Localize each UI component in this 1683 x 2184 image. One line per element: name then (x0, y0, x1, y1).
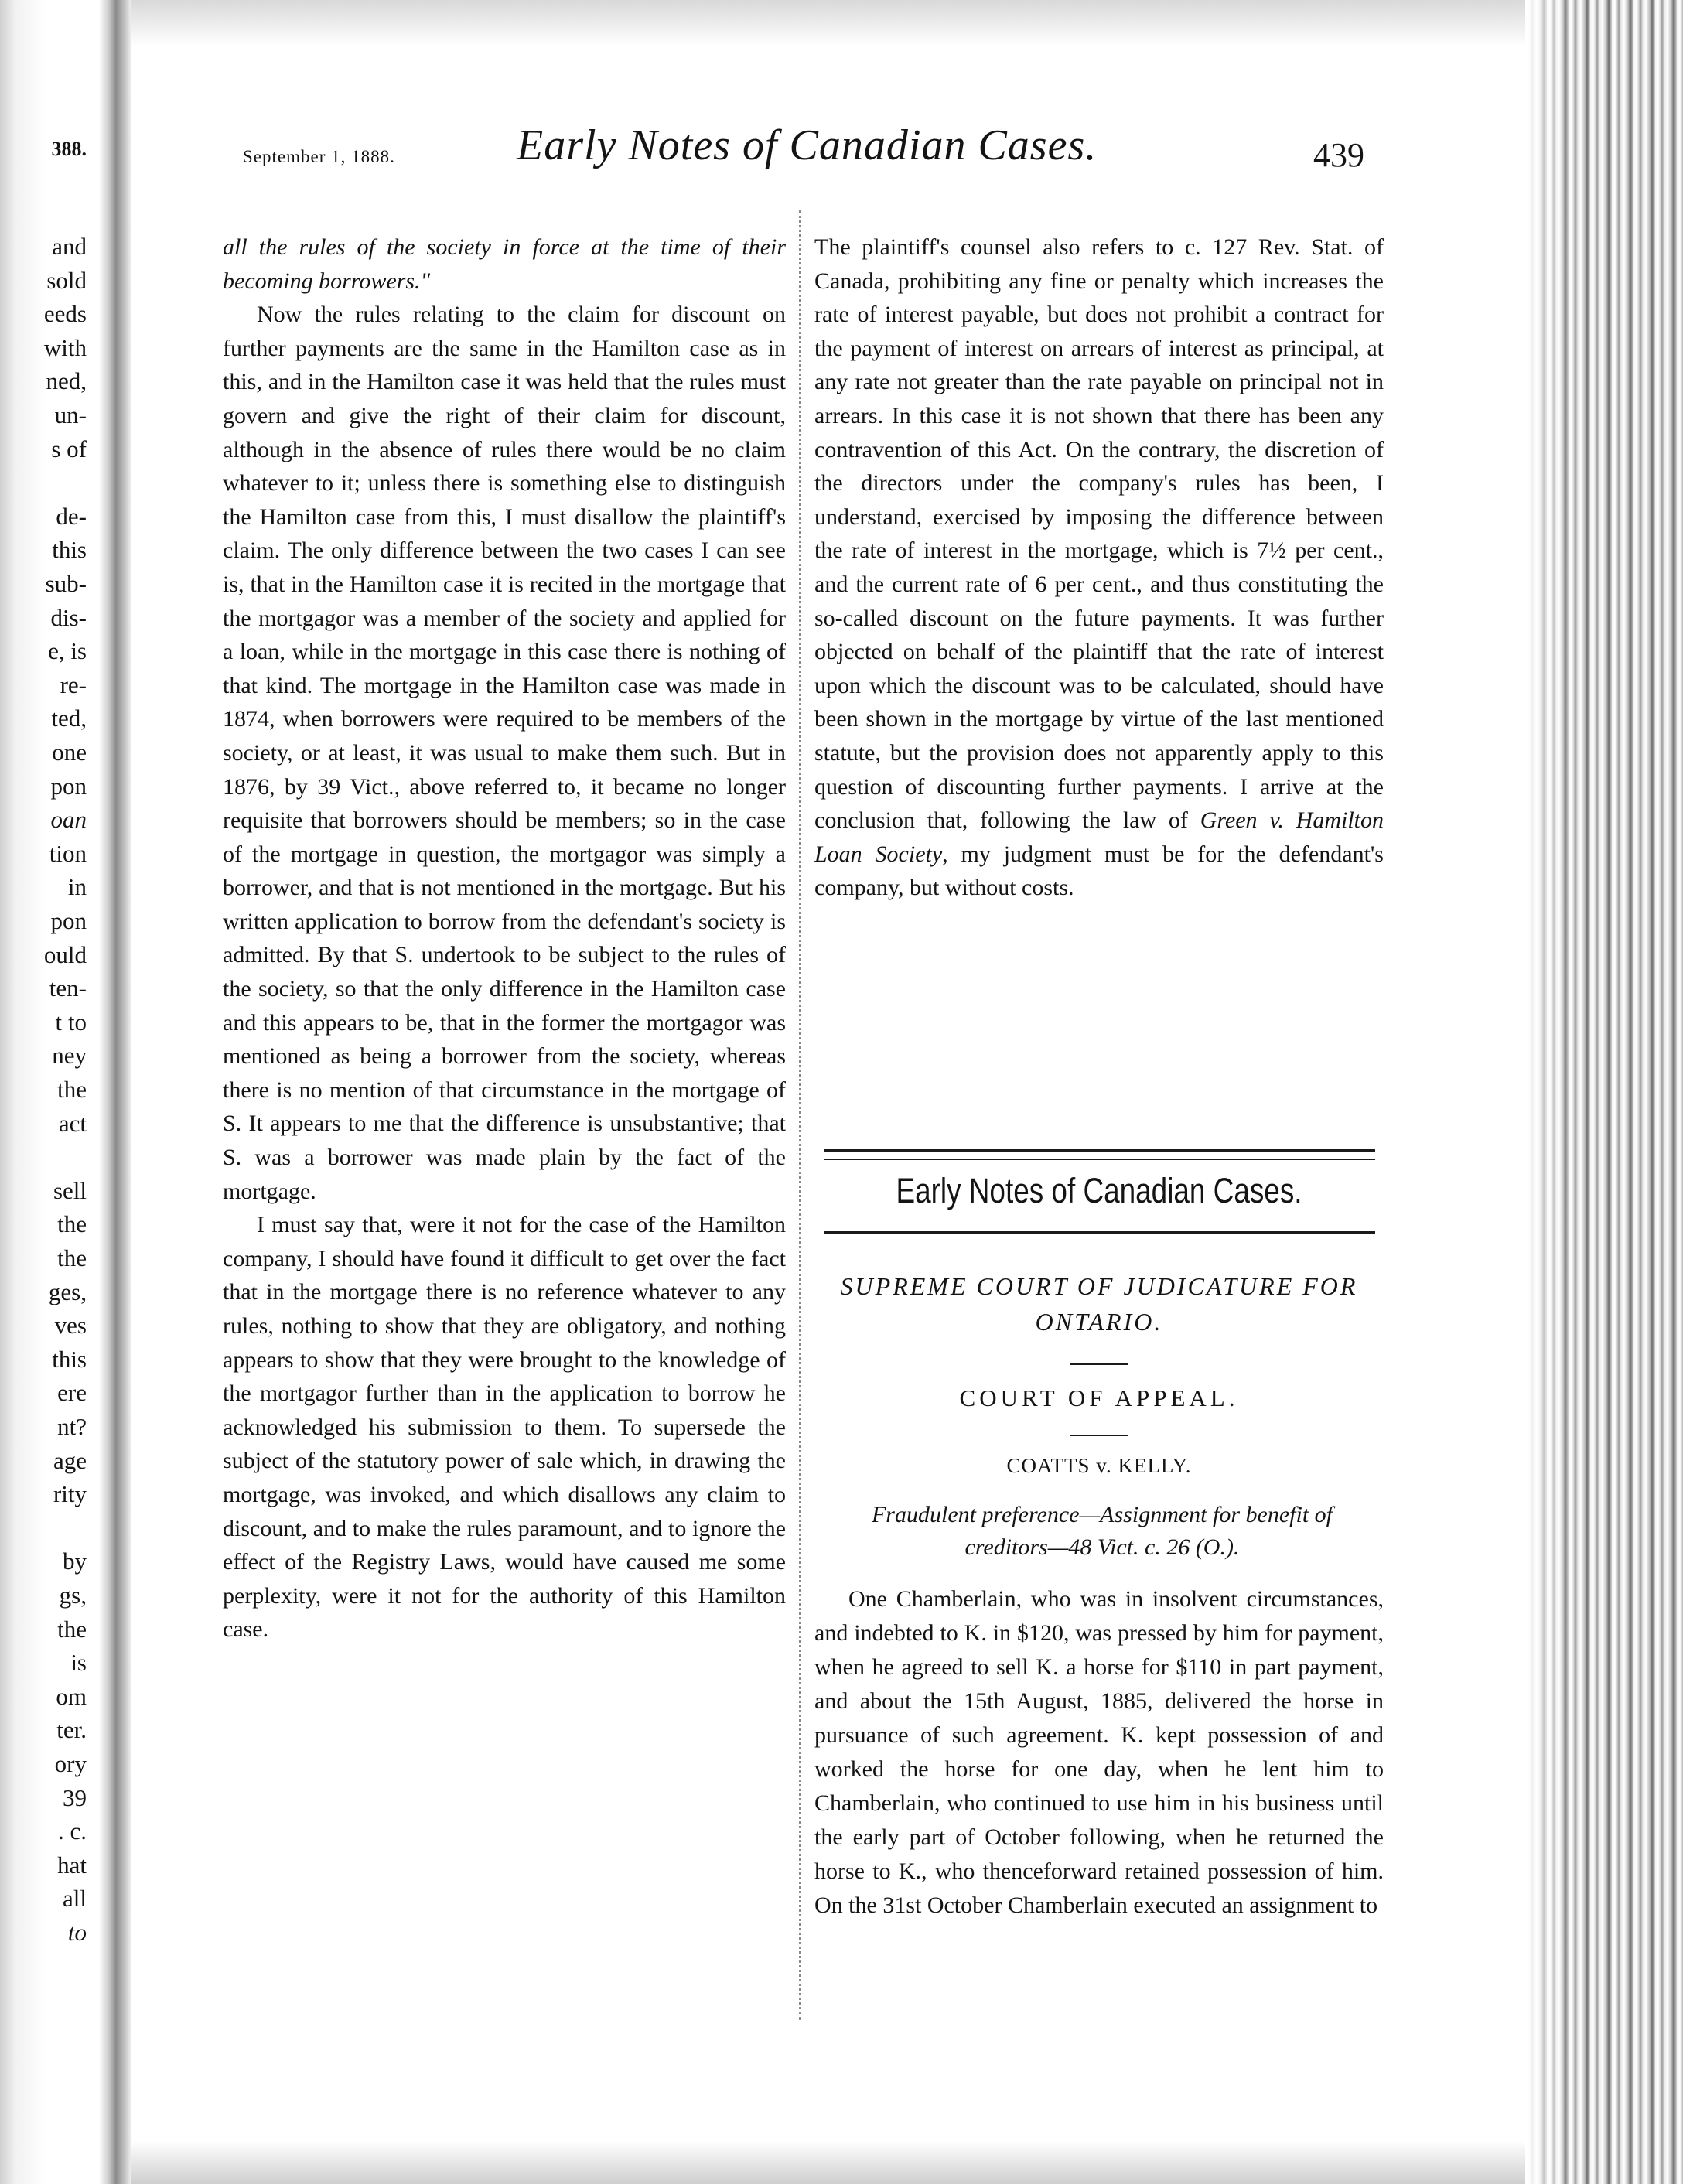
case-citation: Green v. Hamilton Loan Society (814, 807, 1384, 867)
previous-page-line: pon (50, 772, 87, 800)
previous-page-line: sold (46, 266, 87, 294)
headnote: Fraudulent preference—Assignment for benefit of creditors—48 Vict. c. 26 (O.). (871, 1502, 1333, 1560)
previous-page-line: de- (56, 502, 87, 530)
previous-page-line: un- (54, 401, 87, 428)
scan-bottom-edge (0, 2141, 1683, 2184)
previous-page-line: om (56, 1682, 87, 1710)
court-supreme: SUPREME COURT OF JUDICATURE FOR ONTARIO. (840, 1272, 1358, 1336)
previous-page-line: this (52, 536, 87, 564)
previous-page-line: s of (51, 435, 87, 462)
previous-page-line: in (67, 873, 87, 901)
column-divider (799, 210, 801, 2020)
running-head-title: Early Notes of Canadian Cases. (517, 121, 1098, 169)
previous-page-line: and (52, 233, 87, 260)
previous-page-line: ere (57, 1379, 87, 1407)
case-body-paragraph: One Chamberlain, who was in insolvent circumstances, and indebted to K. in $120, was pressed by him for payment, when he agreed to sell K. a horse for $110 in part payment, and about the 15th August, 1885, delivered the horse in pursuance of such agreement. K. kept possession of and worked the horse for one day, when he lent him to Chamberlain, who continued to use him in his business until the early part of October following, when he returned the horse to K., who thenceforward retained possession of him. On the 31st October Chamberlain executed an assignment to (814, 1586, 1384, 1918)
running-head-date: September 1, 1888. (243, 147, 395, 166)
quote-end: all the rules of the society in force at the time of their becoming borrowers." (223, 234, 786, 294)
previous-page-line: act (58, 1109, 87, 1137)
section-title: Early Notes of Canadian Cases. (896, 1171, 1302, 1210)
previous-page-line: with (43, 333, 87, 361)
previous-page-line: ter. (56, 1716, 87, 1744)
previous-page-line: the (57, 1244, 87, 1271)
previous-page-line: t to (55, 1008, 87, 1036)
previous-page-line: ges, (48, 1278, 87, 1305)
section-rule-under (824, 1231, 1375, 1234)
previous-page-line: to (67, 1919, 87, 1946)
previous-page-line: by (63, 1548, 87, 1575)
previous-page-line: dis- (50, 603, 87, 631)
previous-page-line: ould (43, 940, 87, 968)
scan-right-fade (1525, 0, 1572, 2184)
previous-page-line: gs, (59, 1582, 87, 1609)
previous-page-line: ney (52, 1042, 87, 1070)
right-paragraph-1 (814, 230, 1384, 905)
previous-page-header: 388. (51, 138, 87, 160)
previous-page-line: sell (53, 1176, 87, 1204)
previous-page-line: ory (54, 1750, 87, 1777)
previous-page-line: hat (57, 1851, 87, 1879)
previous-page-line: the (57, 1615, 87, 1643)
court-appeal: COURT OF APPEAL. (959, 1384, 1239, 1411)
left-column (223, 230, 786, 1647)
page-number: 439 (1313, 136, 1364, 174)
case-name: COATTS v. KELLY. (1006, 1454, 1192, 1477)
previous-page-line: this (52, 1345, 87, 1373)
previous-page-line: sub- (45, 570, 87, 597)
previous-page-line: ned, (46, 367, 87, 395)
left-paragraph-2: I must say that, were it not for the case of the Hamilton company, I should have found it difficult to get over the fact that in the mortgage there is no reference whatever to any rules, nothing to show that they are obligatory, and nothing appears to show that they were brought to the knowledge of the mortgagor further than in the application to borrow he acknowledged his submission to them. To supersede the subject of the statutory power of sale which, in drawing the mortgage, was invoked, and which disallows any claim to discount, and to make the rules paramount, and to ignore the effect of the Registry Laws, would have caused me some perplexity, were it not for the authority of this Hamilton case. (223, 1212, 786, 1643)
running-head (0, 0, 1683, 193)
previous-page-fragment (0, 0, 91, 2184)
section-rule-thin (824, 1159, 1375, 1160)
previous-page-line: re- (60, 671, 87, 698)
previous-page-line: the (57, 1076, 87, 1103)
short-rule-1 (1070, 1363, 1128, 1365)
previous-page-line: e, is (48, 637, 87, 665)
section-rule-thick (824, 1149, 1375, 1152)
previous-page-line: ted, (51, 705, 87, 732)
right-column (814, 230, 1384, 905)
previous-page-line: all (63, 1885, 87, 1913)
previous-page-line: 39 (63, 1783, 87, 1811)
previous-page-line: one (52, 739, 87, 766)
previous-page-line: tion (49, 839, 87, 867)
right-paragraph-1-text: The plaintiff's counsel also refers to c. 127 Rev. Stat. of Canada, prohibiting any fine or penalty which increases the rate of interest payable, but does not prohibit a contract for the payment of interest on arrears of interest as principal, at any rate not greater than the rate payable on principal not in arrears. In this case it is not shown that there has been any contravention of this Act. On the contrary, the discretion of the directors under the company's rules has been, I understand, exercised by imposing the difference between the rate of interest in the mortgage, which is 7½ per cent., and the current rate of 6 per cent., and thus constituting the so-called discount on the future payments. It was further objected on behalf of the plaintiff that the rate of interest upon which the discount was to be calculated, should have been shown in the mortgage by virtue of the last mentioned statute, but the provision does not apparently apply to this question of discounting further payments. I arrive at the conclusion that, following the law of (814, 234, 1384, 834)
previous-page-line: ves (54, 1312, 87, 1339)
previous-page-line: nt? (57, 1413, 87, 1440)
case-body (814, 1582, 1384, 1923)
previous-page-line: pon (50, 907, 87, 934)
previous-page-line: rity (53, 1480, 87, 1508)
previous-page-line: oan (50, 806, 87, 834)
previous-page-line: ten- (49, 974, 87, 1002)
left-paragraph-1: Now the rules relating to the claim for discount on further payments are the same in the Hamilton case as in this, and in the Hamilton case it was held that the rules must govern and give the right of their claim for discount, although in the absence of rules there would be no claim whatever to it; unless there is something else to distinguish the Hamilton case from this, I must disallow the plaintiff's claim. The only difference between the two cases I can see is, that in the Hamilton case it is recited in the mortgage that the mortgagor was a member of the society and applied for a loan, while in the mortgage in this case there is nothing of that kind. The mortgage in the Hamilton case was made in 1874, when borrowers were required to be members of the society, or at least, it was usual to make them such. But in 1876, by 39 Vict., above referred to, it became no longer requisite that borrowers should be members; so in the case of the mortgage in question, the mortgagor was simply a borrower, and that is not mentioned in the mortgage. But his written application to borrow from the defendant's society is admitted. By that S. undertook to be subject to the rules of the society, so that the only difference in the Hamilton case and this appears to be, that in the former the mortgagor was mentioned as being a borrower from the society, whereas there is no mention of that circumstance in the mortgage of S. It appears to me that the difference is unsubstantive; that S. was a borrower was made plain by the fact of the mortgage. (223, 302, 786, 1204)
previous-page-line: eeds (43, 300, 87, 328)
previous-page-line: . c. (57, 1817, 87, 1845)
short-rule-2 (1070, 1435, 1128, 1436)
right-paragraph-1-end: , my judgment must be for the defendant's company, but without costs. (814, 841, 1384, 901)
previous-page-line: the (57, 1210, 87, 1238)
previous-page-line: is (70, 1649, 87, 1677)
previous-page-line: age (53, 1446, 87, 1474)
